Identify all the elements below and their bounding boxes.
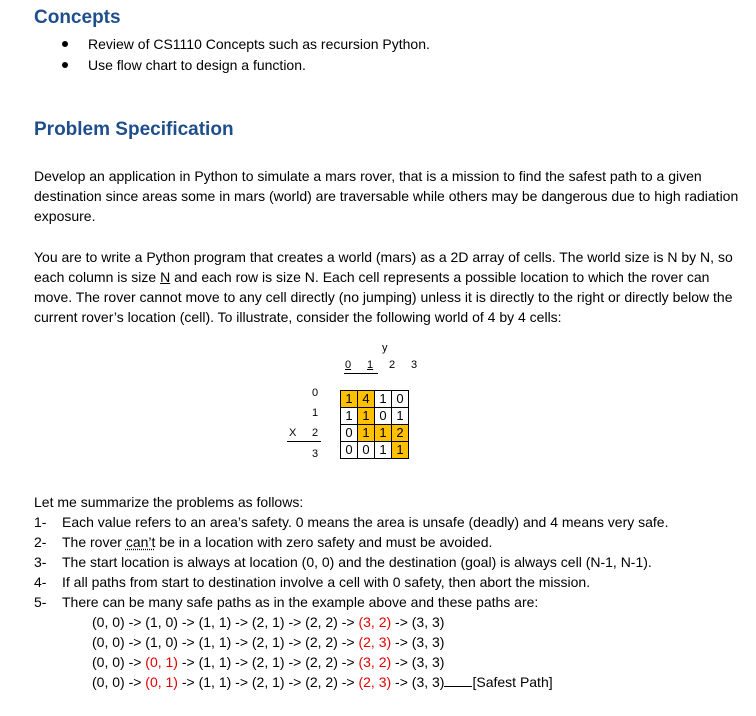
safest-path-note: [Safest Path] <box>472 674 553 690</box>
underline-gap <box>444 674 472 687</box>
grid-cell: 1 <box>341 391 358 408</box>
grid-x-axis-label: X <box>289 427 297 439</box>
grid-col-label: 2 <box>389 359 396 371</box>
path-seg: -> (3, 3) <box>391 654 445 670</box>
summary-text: Each value refers to an area’s safety. 0 means the area is unsafe (deadly) and 4 means very safe. <box>62 514 669 530</box>
summary-number: 4- <box>34 574 47 590</box>
path-seg: -> (1, 1) -> (2, 1) -> (2, 2) -> <box>177 654 359 670</box>
summary-item <box>34 512 668 532</box>
grid-row-label: 3 <box>312 448 319 460</box>
grid-col-label: 3 <box>411 359 418 371</box>
grid-row-label: 2 <box>312 427 319 439</box>
path-seg: (0, 0) -> (1, 0) -> (1, 1) -> (2, 1) -> (2, 2) -> <box>92 634 359 650</box>
grid-cell: 1 <box>375 442 392 459</box>
path-seg: (0, 0) -> <box>92 674 146 690</box>
path-line <box>92 672 553 692</box>
summary-text-dotted: can’t <box>125 534 156 550</box>
concepts-list <box>60 34 430 76</box>
grid-cell: 1 <box>358 425 375 442</box>
grid-col-label: 1 <box>367 359 374 371</box>
grid-row <box>341 408 409 425</box>
path-seg: -> (3, 3) <box>391 674 445 690</box>
summary-number: 5- <box>34 594 47 610</box>
grid-cell: 1 <box>392 408 409 425</box>
path-seg: -> (1, 1) -> (2, 1) -> (2, 2) -> <box>177 674 359 690</box>
summary-text-post: be in a location with zero safety and must be avoided. <box>155 534 493 550</box>
row-label-underline <box>287 441 321 442</box>
concepts-bullet: Review of CS1110 Concepts such as recursion Python. <box>60 34 430 55</box>
problem-spec-heading: Problem Specification <box>34 119 234 140</box>
col-label-underline <box>344 373 378 374</box>
summary-text: The start location is always at location (0, 0) and the destination (goal) is always cell (N-1, N-1). <box>62 554 652 570</box>
grid-cell: 0 <box>341 425 358 442</box>
grid-cell: 0 <box>358 442 375 459</box>
grid-row <box>341 391 409 408</box>
grid-cell: 1 <box>392 442 409 459</box>
path-red-seg: (2, 3) <box>358 634 392 650</box>
summary-item <box>34 572 668 592</box>
path-line <box>92 652 553 672</box>
path-list <box>92 612 553 692</box>
concepts-bullet: Use flow chart to design a function. <box>60 55 430 76</box>
path-line <box>92 632 553 652</box>
path-seg: (0, 0) -> (1, 0) -> (1, 1) -> (2, 1) -> (2, 2) -> <box>92 614 359 630</box>
world-grid <box>340 390 409 459</box>
summary-number: 3- <box>34 554 47 570</box>
summary-text: If all paths from start to destination involve a cell with 0 safety, then abort the mission. <box>62 574 591 590</box>
summary-text: There can be many safe paths as in the example above and these paths are: <box>62 594 539 610</box>
grid-row-label: 0 <box>312 387 319 399</box>
path-red-seg: (2, 3) <box>358 674 392 690</box>
path-seg: -> (3, 3) <box>391 634 445 650</box>
summary-item <box>34 532 668 552</box>
grid-row-label: 1 <box>312 407 319 419</box>
summary-item <box>34 552 668 572</box>
grid-cell: 1 <box>375 425 392 442</box>
spec-paragraph-1: Develop an application in Python to simulate a mars rover, that is a mission to find the safest path to a given destination since areas some in mars (world) are traversable while others may be dangerous due to high radiation exposure. <box>34 168 739 224</box>
path-red-seg: (3, 2) <box>358 614 392 630</box>
grid-cell: 4 <box>358 391 375 408</box>
grid-row <box>341 442 409 459</box>
spec-p2-part-a: You are to write a Python program that creates a world (mars) as a 2D array of cells. The world size is N by N, so each column is size <box>34 249 733 285</box>
path-line <box>92 612 553 632</box>
path-red-seg: (0, 1) <box>145 654 178 670</box>
grid-cell: 1 <box>341 408 358 425</box>
summary-number: 2- <box>34 534 47 550</box>
path-seg: (0, 0) -> <box>92 654 146 670</box>
grid-col-label: 0 <box>345 359 352 371</box>
summary-item <box>34 592 668 612</box>
grid-cell: 2 <box>392 425 409 442</box>
spec-p2-part-b: and each row is size N. Each cell represents a possible location to which the rover can move. The rover cannot move to any cell directly (no jumping) unless it is directly to the right or directly below the current rover’s location (cell). To illustrate, consider the following world of 4 by 4 cells: <box>34 269 733 325</box>
summary-intro: Let me summarize the problems as follows: <box>34 494 304 510</box>
path-red-seg: (3, 2) <box>358 654 392 670</box>
summary-number: 1- <box>34 514 47 530</box>
summary-text-pre: The rover <box>62 534 126 550</box>
grid-row <box>341 425 409 442</box>
grid-y-axis-label: y <box>382 342 388 354</box>
spec-paragraph-2 <box>34 247 746 327</box>
concepts-heading: Concepts <box>34 7 121 28</box>
spec-p2-n: N <box>160 269 171 285</box>
path-seg: -> (3, 3) <box>391 614 445 630</box>
grid-cell: 0 <box>375 408 392 425</box>
path-red-seg: (0, 1) <box>145 674 178 690</box>
grid-cell: 0 <box>392 391 409 408</box>
grid-cell: 1 <box>375 391 392 408</box>
grid-cell: 0 <box>341 442 358 459</box>
summary-list <box>34 512 668 612</box>
grid-cell: 1 <box>358 408 375 425</box>
